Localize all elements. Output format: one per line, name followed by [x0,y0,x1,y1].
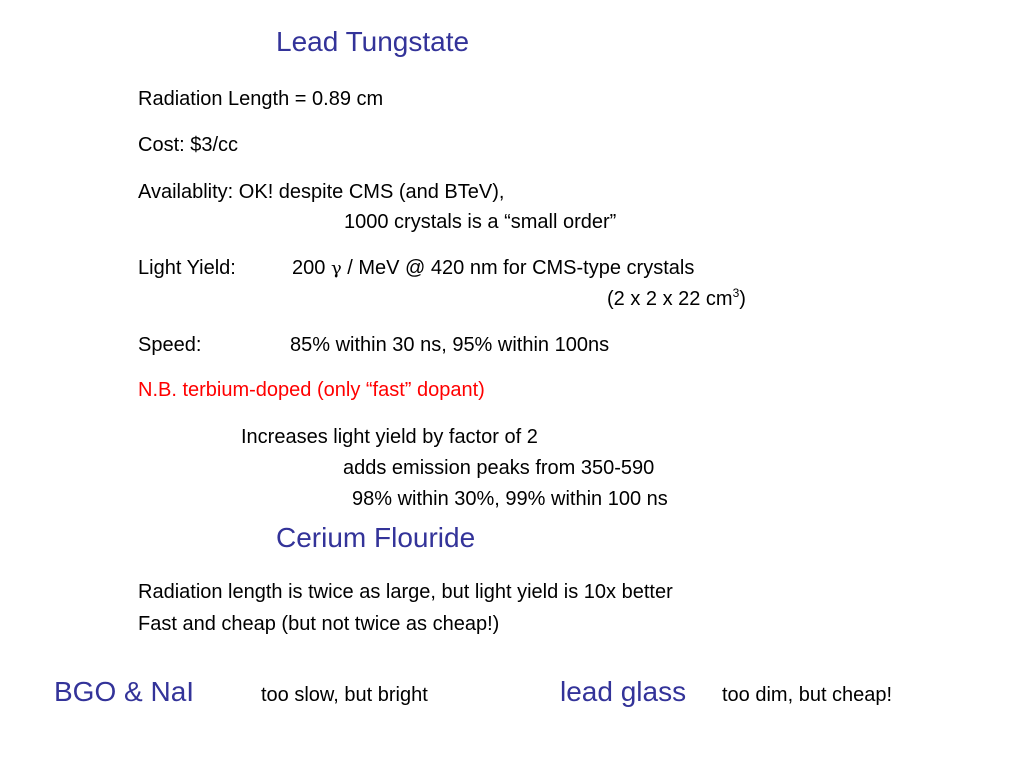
lead-glass-note: too dim, but cheap! [722,684,893,706]
cost-text: Cost: $3/cc [138,134,239,156]
light-yield-number: 200 [292,257,326,279]
nb-note: N.B. terbium-doped (only “fast” dopant) [138,379,485,401]
cerium-line-2: Fast and cheap (but not twice as cheap!) [138,613,500,635]
light-yield-label: Light Yield: [138,257,236,279]
gamma-symbol: γ [330,258,342,279]
availability-line-2: 1000 crystals is a “small order” [344,211,617,233]
nb-line-1: Increases light yield by factor of 2 [241,426,538,448]
bgo-nai-note: too slow, but bright [261,684,428,706]
bgo-nai-label: BGO & NaI [54,676,195,707]
availability-line-1: Availablity: OK! despite CMS (and BTeV), [138,181,505,203]
nb-line-2: adds emission peaks from 350-590 [343,457,655,479]
lead-glass-label: lead glass [560,676,687,707]
speed-value: 85% within 30 ns, 95% within 100ns [290,334,610,356]
light-yield-value [292,256,694,281]
light-yield-unit: / MeV @ 420 nm for CMS-type crystals [347,257,695,279]
dims-close: ) [739,288,746,310]
light-yield-dimensions [607,287,746,311]
radiation-length-text: Radiation Length = 0.89 cm [138,88,384,110]
title-cerium-flouride: Cerium Flouride [276,522,476,553]
dims-text: (2 x 2 x 22 cm [607,288,733,310]
cerium-line-1: Radiation length is twice as large, but light yield is 10x better [138,581,673,603]
nb-line-3: 98% within 30%, 99% within 100 ns [352,488,668,510]
title-lead-tungstate: Lead Tungstate [276,26,470,57]
speed-label: Speed: [138,334,202,356]
dims-superscript: 3 [732,286,740,300]
